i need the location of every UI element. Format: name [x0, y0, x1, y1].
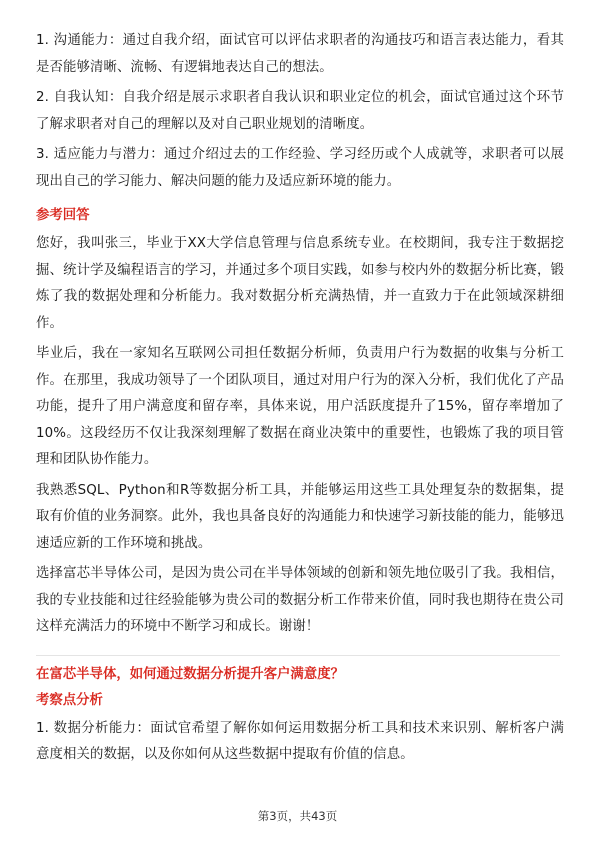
- analysis-point-data-skill: 1. 数据分析能力：面试官希望了解你如何运用数据分析工具和技术来识别、解析客户满意度相关的数据，以及你如何从这些数据中提取有价值的信息。: [36, 720, 564, 762]
- section-divider: [36, 655, 560, 656]
- reference-paragraph-intro: 您好，我叫张三，毕业于XX大学信息管理与信息系统专业。在校期间，我专注于数据挖掘、统计学及编程语言的学习，并通过多个项目实践，如参与校内外的数据分析比赛，锻炼了我的数据处理和分析能力。我对数据分析充满热情，并一直致力于在此领域深耕细作。: [36, 236, 564, 331]
- intro-point-communication: 1. 沟通能力：通过自我介绍，面试官可以评估求职者的沟通技巧和语言表达能力，看其是否能够清晰、流畅、有逻辑地表达自己的想法。: [36, 33, 564, 75]
- page-content: [36, 28, 564, 773]
- question-heading: 在富芯半导体，如何通过数据分析提升客户满意度？: [36, 666, 344, 682]
- intro-point-adaptability: 3. 适应能力与潜力：通过介绍过去的工作经验、学习经历或个人成就等，求职者可以展现出自己的学习能力、解决问题的能力及适应新环境的能力。: [36, 147, 564, 189]
- page-number-footer: 第3页，共43页: [257, 809, 338, 823]
- analysis-heading: 考察点分析: [36, 692, 103, 708]
- intro-point-self-awareness: 2. 自我认知：自我介绍是展示求职者自我认识和职业定位的机会，面试官通过这个环节了解求职者对自己的理解以及对自己职业规划的清晰度。: [36, 90, 564, 132]
- reference-paragraph-skills: 我熟悉SQL、Python和R等数据分析工具，并能够运用这些工具处理复杂的数据集，提取有价值的业务洞察。此外，我也具备良好的沟通能力和快速学习新技能的能力，能够迅速适应新的工作环境和挑战。: [36, 482, 564, 551]
- reference-paragraph-motivation: 选择富芯半导体公司，是因为贵公司在半导体领域的创新和领先地位吸引了我。我相信，我的专业技能和过往经验能够为贵公司的数据分析工作带来价值，同时我也期待在贵公司这样充满活力的环境中不断学习和成长。谢谢！: [36, 566, 564, 634]
- reference-answer-heading: 参考回答: [36, 208, 90, 223]
- reference-paragraph-experience: 毕业后，我在一家知名互联网公司担任数据分析师，负责用户行为数据的收集与分析工作。在那里，我成功领导了一个团队项目，通过对用户行为的深入分析，我们优化了产品功能，提升了用户满意度和留存率，具体来说，用户活跃度提升了15%，留存率增加了10%。这段经历不仅让我深刻理解了数据在商业决策中的重要性，也锻炼了我的项目管理和团队协作能力。: [36, 346, 564, 467]
